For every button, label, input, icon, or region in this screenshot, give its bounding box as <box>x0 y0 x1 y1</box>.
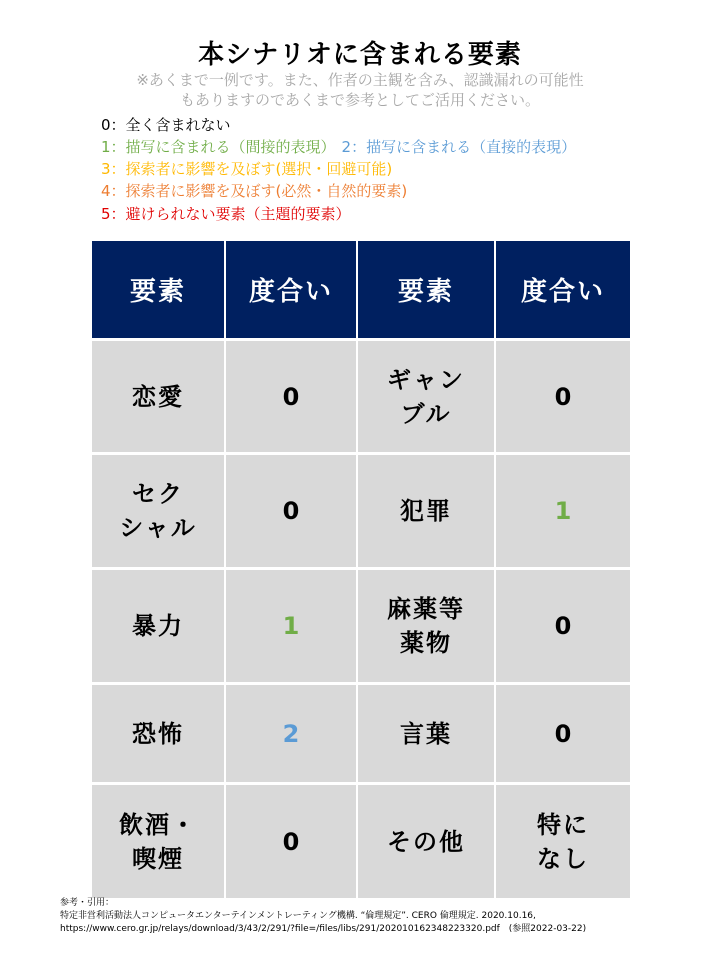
degree-value: 0 <box>282 382 300 411</box>
table-cell-degree <box>496 455 630 567</box>
element-name: 恐怖 <box>132 719 184 748</box>
disclaimer-line-1: ※あくまで一例です。また、作者の主観を含み、認識漏れの可能性 <box>136 71 584 89</box>
table-cell-element <box>92 785 224 898</box>
degree-value: 0 <box>554 382 572 411</box>
reference-citation: 特定非営利活動法人コンピュータエンターテインメントレーティング機構. “倫理規定”. CERO 倫理規定. 2020.10.16, <box>60 911 536 921</box>
table-cell-element <box>92 455 224 567</box>
header-element-right: 要素 <box>358 241 494 338</box>
legend-row-1-2 <box>101 137 576 157</box>
element-name: 暴力 <box>132 612 184 640</box>
table-cell-degree <box>226 570 356 682</box>
header-degree-right: 度合い <box>496 241 630 338</box>
table-cell-element <box>92 570 224 682</box>
degree-value: 1 <box>554 497 572 525</box>
element-name: ギャン ブル <box>387 365 465 428</box>
table-cell-element <box>358 455 494 567</box>
degree-value: 1 <box>282 612 300 640</box>
table-cell-degree <box>226 785 356 898</box>
degree-value: 2 <box>282 719 300 748</box>
table-cell-degree <box>496 570 630 682</box>
disclaimer-line-2: もありますのであくまで参考としてご活用ください。 <box>179 91 540 109</box>
table-cell-degree <box>496 341 630 452</box>
table-cell-element <box>358 570 494 682</box>
table-cell-degree <box>226 341 356 452</box>
legend-level-4: 4：探索者に影響を及ぼす(必然・自然的要素) <box>101 182 408 200</box>
degree-value: 0 <box>282 497 300 525</box>
table-cell-degree <box>496 785 630 898</box>
legend-level-0: 0：全く含まれない <box>101 116 231 134</box>
element-name: 犯罪 <box>400 497 452 525</box>
degree-value: 0 <box>554 612 572 640</box>
element-name: 恋愛 <box>132 382 184 411</box>
header-element-left: 要素 <box>92 241 224 338</box>
table-cell-element <box>358 785 494 898</box>
table-cell-element <box>92 685 224 782</box>
legend-level-3: 3：探索者に影響を及ぼす(選択・回避可能) <box>101 160 393 178</box>
table-cell-degree <box>226 455 356 567</box>
table-cell-element <box>92 341 224 452</box>
legend-level-2: 2：描写に含まれる（直接的表現） <box>341 138 577 156</box>
table-cell-degree <box>226 685 356 782</box>
page-title: 本シナリオに含まれる要素 <box>198 40 522 70</box>
element-name: 言葉 <box>400 719 452 748</box>
reference-url: https://www.cero.gr.jp/relays/download/3/43/2/291/?file=/files/libs/291/202010162348223320.pdf (参照2022-03-22) <box>60 924 587 934</box>
degree-value: 0 <box>282 827 300 856</box>
table-cell-degree <box>496 685 630 782</box>
table-cell-element <box>358 685 494 782</box>
element-name: 飲酒・ 喫煙 <box>119 810 197 873</box>
element-name: その他 <box>387 827 465 856</box>
reference-label: 参考・引用： <box>60 898 115 908</box>
degree-value: 特に なし <box>537 810 589 873</box>
element-name: セク シャル <box>119 480 197 542</box>
elements-table <box>92 241 628 893</box>
header-degree-left: 度合い <box>226 241 356 338</box>
degree-value: 0 <box>554 719 572 748</box>
table-cell-element <box>358 341 494 452</box>
legend-level-1: 1：描写に含まれる（間接的表現） <box>101 138 336 156</box>
element-name: 麻薬等 薬物 <box>387 595 465 657</box>
legend-level-5: 5：避けられない要素（主題的要素） <box>101 205 351 223</box>
